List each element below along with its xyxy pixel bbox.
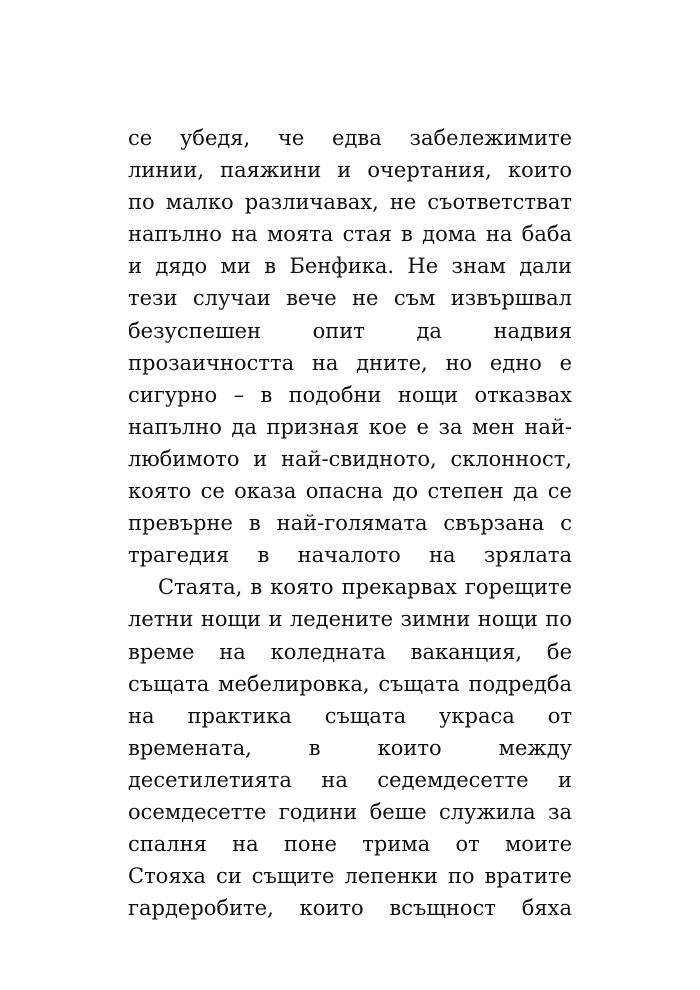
text-line: десетилетията на седемдесетте и bbox=[128, 767, 572, 792]
text-line: Стояха си същите лепенки по вратите bbox=[128, 864, 572, 889]
text-line: трагедия в началото на зрялата bbox=[128, 543, 572, 568]
body-text bbox=[128, 122, 572, 924]
text-line: която се оказа опасна до степен да се bbox=[128, 479, 572, 504]
text-line: линии, паяжини и очертания, които bbox=[128, 158, 572, 183]
text-line: летни нощи и ледените зимни нощи по bbox=[128, 607, 572, 632]
text-line: се убедя, че едва забележимите bbox=[128, 126, 572, 150]
text-line: на практика същата украса от bbox=[128, 703, 572, 728]
text-line: осемдесетте години беше служила за bbox=[128, 799, 572, 824]
text-line: превърне в най-голямата свързана с bbox=[128, 511, 572, 536]
text-line: спалня на поне трима от моите bbox=[128, 832, 572, 857]
text-line: прозаичността на дните, но едно е bbox=[128, 350, 572, 375]
text-line: времената, в които между bbox=[128, 735, 572, 760]
text-line: време на коледната ваканция, бе bbox=[128, 639, 572, 664]
text-line: гардеробите, които всъщност бяха bbox=[128, 896, 572, 921]
text-line: напълно на моята стая в дома на баба bbox=[128, 222, 572, 247]
text-line: любимото и най-свидното, склонност, bbox=[128, 446, 572, 471]
text-line: същата мебелировка, същата подредба bbox=[128, 671, 572, 696]
text-line: Стаята, в която прекарвах горещите bbox=[158, 575, 572, 600]
text-line: сигурно – в подобни нощи отказвах bbox=[128, 382, 572, 407]
text-line: по малко различавах, не съответстват bbox=[128, 190, 572, 215]
text-line: тези случаи вече не съм извършвал bbox=[128, 286, 572, 311]
text-line: и дядо ми в Бенфика. Не знам дали bbox=[128, 254, 572, 279]
text-line: напълно да призная кое е за мен най- bbox=[128, 414, 572, 439]
text-line: безуспешен опит да надвия bbox=[128, 318, 572, 343]
